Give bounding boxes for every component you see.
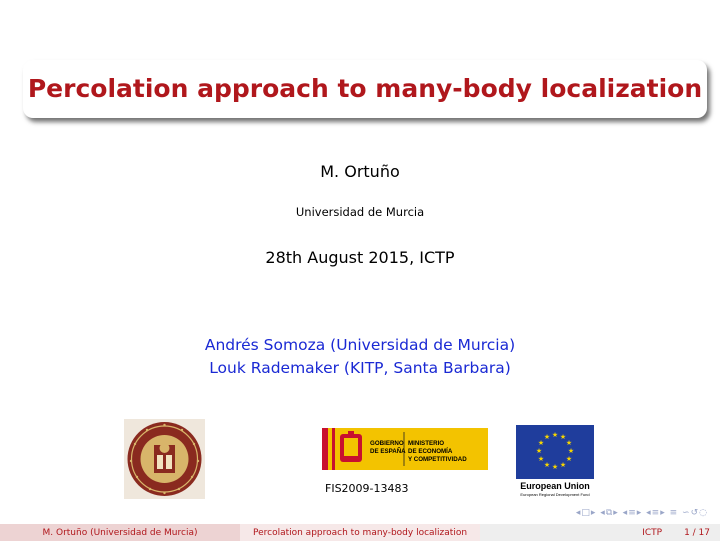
collaborator-2: Louk Rademaker (KITP, Santa Barbara) [209,359,511,377]
footer-author: M. Ortuño (Universidad de Murcia) [0,524,240,541]
ministry-line1: MINISTERIO [408,440,445,447]
nav-align-icon[interactable]: ≡ [669,508,679,518]
nav-search-icon[interactable]: ∽ [682,508,691,518]
footer-bar [0,524,720,541]
nav-back-icon[interactable]: ↺ [690,508,700,518]
institute: Universidad de Murcia [295,205,425,219]
grant-number: FIS2009-13483 [325,482,409,495]
footer-page-number: 1 / 17 [684,527,710,538]
nav-frame-left-icon[interactable]: ◂ [575,508,582,518]
nav-subsection-right-icon[interactable]: ▸ [613,508,619,518]
svg-text:★: ★ [559,433,567,441]
nav-doc-left-icon[interactable]: ◂ [646,508,652,518]
spain-gov-line2: DE ESPAÑA [370,448,406,455]
ministry-line2: DE ECONOMÍA [408,448,453,455]
svg-text:★: ★ [537,439,545,447]
svg-text:★: ★ [567,447,575,455]
svg-text:★: ★ [559,461,567,469]
nav-doc-icon[interactable]: ≡ [651,508,661,518]
date-venue: 28th August 2015, ICTP [265,248,455,267]
nav-section-right-icon[interactable]: ▸ [636,508,643,518]
svg-text:★: ★ [543,461,551,469]
svg-text:★: ★ [537,455,545,463]
svg-text:★: ★ [565,455,573,463]
svg-text:★: ★ [565,439,573,447]
beamer-navigation[interactable] [576,508,708,518]
nav-frame-right-icon[interactable]: ▸ [590,508,597,518]
spain-government-logo [322,428,488,470]
nav-zoom-icon[interactable]: ◌ [699,508,708,518]
slide-title: Percolation approach to many-body localization [27,74,703,103]
nav-frame-icon[interactable]: □ [581,508,591,518]
eu-flag-logo [516,425,594,497]
ministry-line3: Y COMPETITIVIDAD [408,456,467,463]
svg-text:★: ★ [543,433,551,441]
eu-title: European Union [520,481,590,491]
nav-section-left-icon[interactable]: ◂ [622,508,629,518]
author: M. Ortuño [320,162,400,181]
svg-text:★: ★ [535,447,543,455]
eu-subtitle: European Regional Development Fund [520,492,590,497]
svg-text:★: ★ [551,463,559,471]
nav-subsection-left-icon[interactable]: ◂ [600,508,606,518]
nav-section-icon[interactable]: ≡ [628,508,637,518]
footer-title: Percolation approach to many-body localization [240,524,480,541]
nav-doc-right-icon[interactable]: ▸ [660,508,666,518]
spain-gov-line1: GOBIERNO [370,440,404,447]
svg-text:★: ★ [551,431,559,439]
collaborator-1: Andrés Somoza (Universidad de Murcia) [204,336,516,354]
nav-subsection-icon[interactable]: ⧉ [605,508,614,518]
university-seal-logo [124,419,205,499]
footer-right [480,524,720,541]
footer-venue: ICTP [642,527,663,538]
